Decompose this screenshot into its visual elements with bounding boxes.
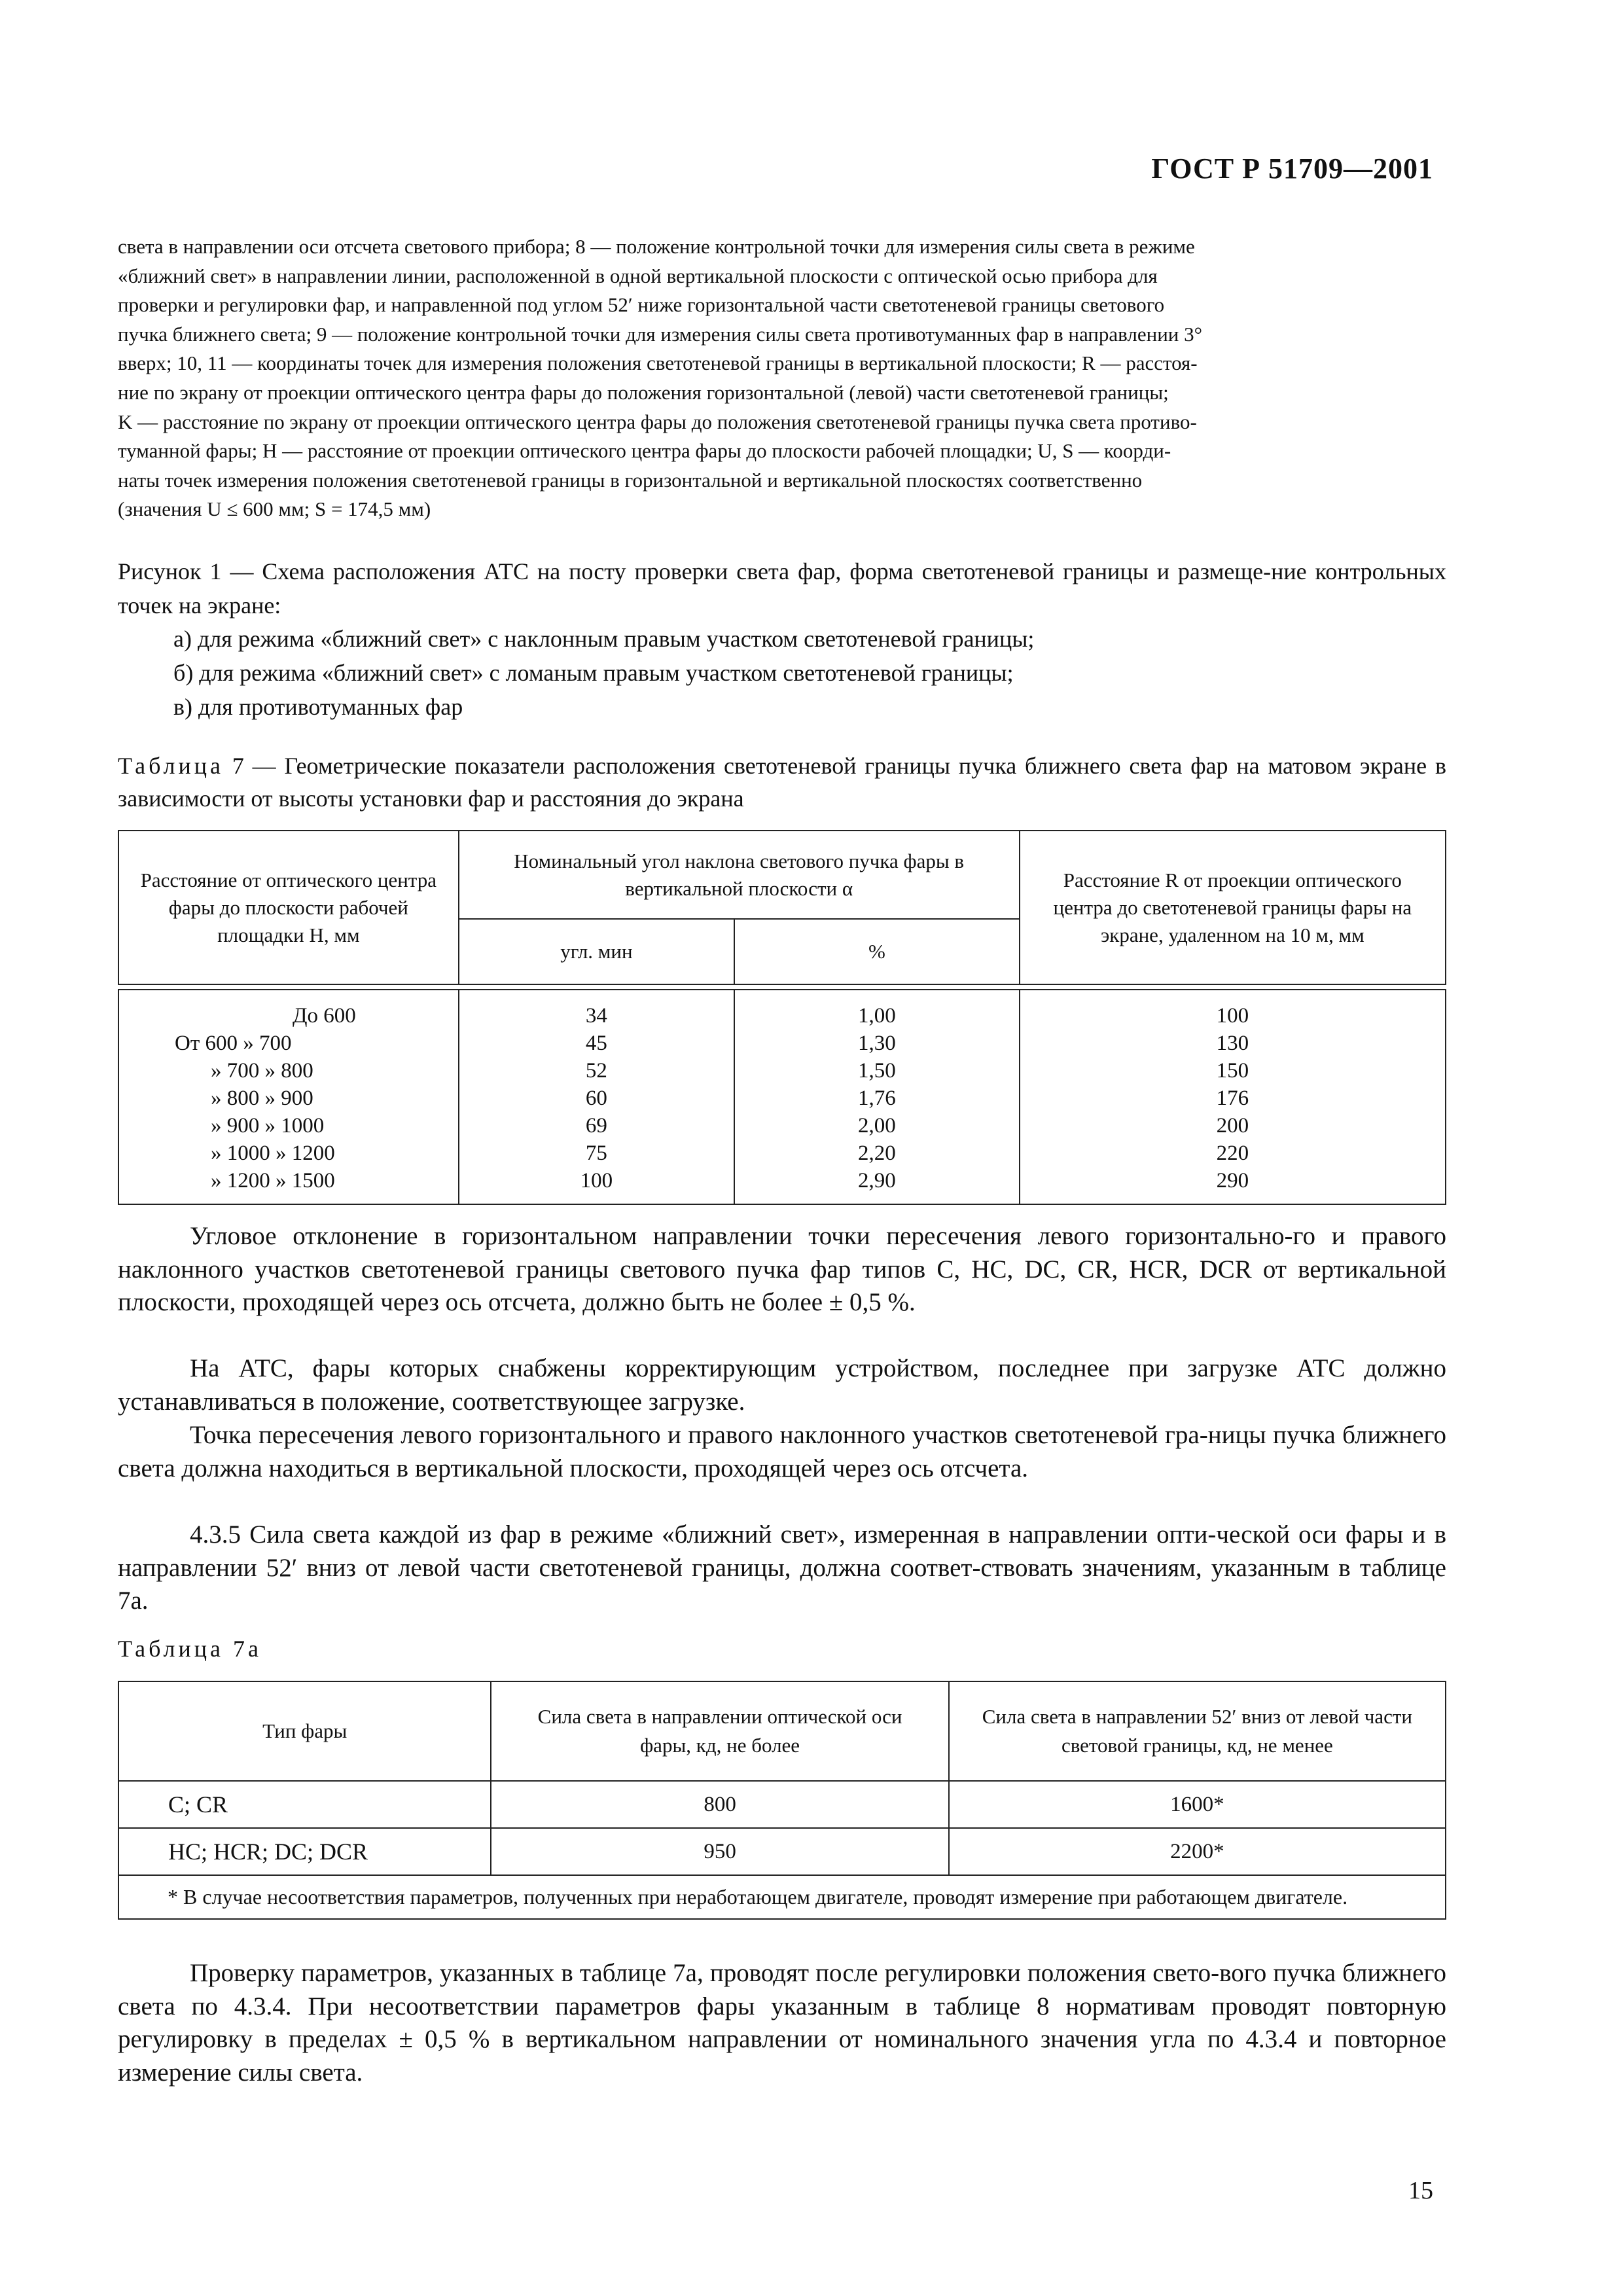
table7-title <box>118 749 1446 815</box>
figure-caption-continuation <box>118 232 1446 524</box>
table7-header-percent: % <box>734 919 1020 984</box>
table7a <box>118 1681 1446 1920</box>
paragraph-4-3-5: 4.3.5 Сила света каждой из фар в режиме «ближний свет», измеренная в направлении опти-ческой оси фары и в направлении 52′ вниз от левой части светотеневой границы, должна соответ-ствовать значениям, указанным в таблице 7а. <box>118 1520 1446 1615</box>
table-cell: 69 <box>585 1114 607 1138</box>
paragraph: На АТС, фары которых снабжены корректирующим устройством, последнее при загрузке АТС должно устанавливаться в положение, соответствующее загрузке. <box>118 1354 1446 1416</box>
figure-item-list <box>173 622 1034 724</box>
table-row: » 900 » 1000 <box>211 1114 325 1138</box>
caption-line: (значения U ≤ 600 мм; S = 174,5 мм) <box>118 497 431 521</box>
table7-col-percent <box>734 990 1020 1204</box>
table-cell: 1600* <box>949 1781 1446 1828</box>
table-row: » 700 » 800 <box>211 1059 313 1083</box>
paragraph: Угловое отклонение в горизонтальном направлении точки пересечения левого горизонтально-го и правого наклонного участков светотеневой границы светового пучка фар типов С, НС, DC, CR, HCR, DCR от вертикальной плоскости, проходящей через ось отсчета, должно быть не более ± 0,5 %. <box>118 1222 1446 1316</box>
table7a-note: * В случае несоответствия параметров, полученных при неработающем двигателе, проводят измерение при работающем двигателе. <box>118 1875 1446 1919</box>
table-cell: 1,76 <box>858 1086 896 1110</box>
table-row: » 1200 » 1500 <box>211 1169 335 1193</box>
table-cell: 176 <box>1216 1086 1249 1110</box>
table-row: » 800 » 900 <box>211 1086 313 1110</box>
table-cell: 800 <box>491 1781 948 1828</box>
table-cell: 220 <box>1216 1141 1249 1165</box>
table-cell: 75 <box>585 1141 607 1165</box>
table-cell: 2,00 <box>858 1114 896 1138</box>
caption-line: света в направлении оси отсчета светового прибора; 8 — положение контрольной точки для измерения силы света в режиме <box>118 235 1195 258</box>
table-cell: 34 <box>585 1004 607 1028</box>
table-cell: 130 <box>1216 1031 1249 1055</box>
table-row: » 1000 » 1200 <box>211 1141 335 1165</box>
table7-header-minutes: угл. мин <box>459 919 735 984</box>
table-cell: 290 <box>1216 1169 1249 1193</box>
table-cell: С; CR <box>118 1781 491 1828</box>
table-cell: 950 <box>491 1828 948 1875</box>
page-number: 15 <box>1408 2177 1433 2204</box>
caption-line: K — расстояние по экрану от проекции оптического центра фары до положения светотеневой границы пучка света противо- <box>118 410 1197 433</box>
table-cell: HC; HCR; DC; DCR <box>118 1828 491 1875</box>
table7-header-angle: Номинальный угол наклона светового пучка фары в вертикальной плоскости α <box>459 831 1020 919</box>
caption-line: вверх; 10, 11 — координаты точек для измерения положения светотеневой границы в вертикальной плоскости; R — расстоя- <box>118 351 1198 375</box>
table7a-header-52: Сила света в направлении 52′ вниз от левой части световой границы, кд, не менее <box>949 1681 1446 1781</box>
table-row <box>118 1781 1446 1828</box>
paragraph: Точка пересечения левого горизонтального и правого наклонного участков светотеневой гра-ницы пучка ближнего света должна находиться в вертикальной плоскости, проходящей через ось отсчета. <box>118 1421 1446 1482</box>
document-code: ГОСТ Р 51709—2001 <box>1151 152 1433 185</box>
caption-line: наты точек измерения положения светотеневой границы в горизонтальной и вертикальной плоскостях соответственно <box>118 468 1143 492</box>
table-cell: 150 <box>1216 1059 1249 1083</box>
table-cell: 200 <box>1216 1114 1249 1138</box>
table-row: От 600 » 700 <box>175 1031 292 1055</box>
caption-line: «ближний свет» в направлении линии, расположенной в одной вертикальной плоскости с оптической осью прибора для <box>118 264 1158 287</box>
table7-header-r: Расстояние R от проекции оптического центра до светотеневой границы фары на экране, удаленном на 10 м, мм <box>1020 831 1446 984</box>
table-cell: 52 <box>585 1059 607 1083</box>
table-cell: 45 <box>585 1031 607 1055</box>
caption-line: проверки и регулировки фар, и направленной под углом 52′ ниже горизонтальной части светотеневой границы светового <box>118 293 1165 317</box>
table7-col-height <box>118 990 459 1204</box>
table-row: До 600 <box>293 1004 356 1028</box>
table7a-header-axis: Сила света в направлении оптической оси фары, кд, не более <box>491 1681 948 1781</box>
table-cell: 2,20 <box>858 1141 896 1165</box>
caption-line: туманной фары; H — расстояние от проекции оптического центра фары до плоскости рабочей площадки; U, S — коорди- <box>118 439 1171 463</box>
table-cell: 100 <box>580 1169 613 1193</box>
table7a-header-type: Тип фары <box>118 1681 491 1781</box>
table7-title-text: 7 — Геометрические показатели расположения светотеневой границы пучка ближнего света фар на матовом экране в зависимости от высоты установки фар и расстояния до экрана <box>118 753 1446 812</box>
table-cell: 100 <box>1216 1004 1249 1028</box>
table7a-label: Таблица 7а <box>118 1636 262 1662</box>
table-cell: 2200* <box>949 1828 1446 1875</box>
table7-col-r <box>1020 990 1446 1204</box>
table7-label: Таблица <box>118 753 224 779</box>
table7 <box>118 830 1446 1205</box>
caption-line: ние по экрану от проекции оптического центра фары до положения горизонтальной (левой) части светотеневой границы; <box>118 380 1169 404</box>
table-row <box>118 1828 1446 1875</box>
table-cell: 60 <box>585 1086 607 1110</box>
table-cell: 1,50 <box>858 1059 896 1083</box>
figure-title: Рисунок 1 — Схема расположения АТС на посту проверки света фар, форма светотеневой границы и размеще-ние контрольных точек на экране: <box>118 558 1446 619</box>
table-cell: 1,00 <box>858 1004 896 1028</box>
caption-line: пучка ближнего света; 9 — положение контрольной точки для измерения силы света противотуманных фар в направлении 3° <box>118 322 1203 346</box>
figure-item: в) для противотуманных фар <box>173 694 463 720</box>
figure-item: а) для режима «ближний свет» с наклонным правым участком светотеневой границы; <box>173 626 1035 652</box>
table7-header-height: Расстояние от оптического центра фары до плоскости рабочей площадки H, мм <box>118 831 459 984</box>
table7-col-minutes <box>459 990 735 1204</box>
table-cell: 1,30 <box>858 1031 896 1055</box>
table-cell: 2,90 <box>858 1169 896 1193</box>
paragraph: Проверку параметров, указанных в таблице 7а, проводят после регулировки положения свето-вого пучка ближнего света по 4.3.4. При несоответствии параметров фары указанным в таблице 8 нормативам проводят повторную регулировку в пределах ± 0,5 % в вертикальном направлении от номинального значения угла по 4.3.4 и повторное измерение силы света. <box>118 1959 1446 2087</box>
figure-item: б) для режима «ближний свет» с ломаным правым участком светотеневой границы; <box>173 660 1014 686</box>
